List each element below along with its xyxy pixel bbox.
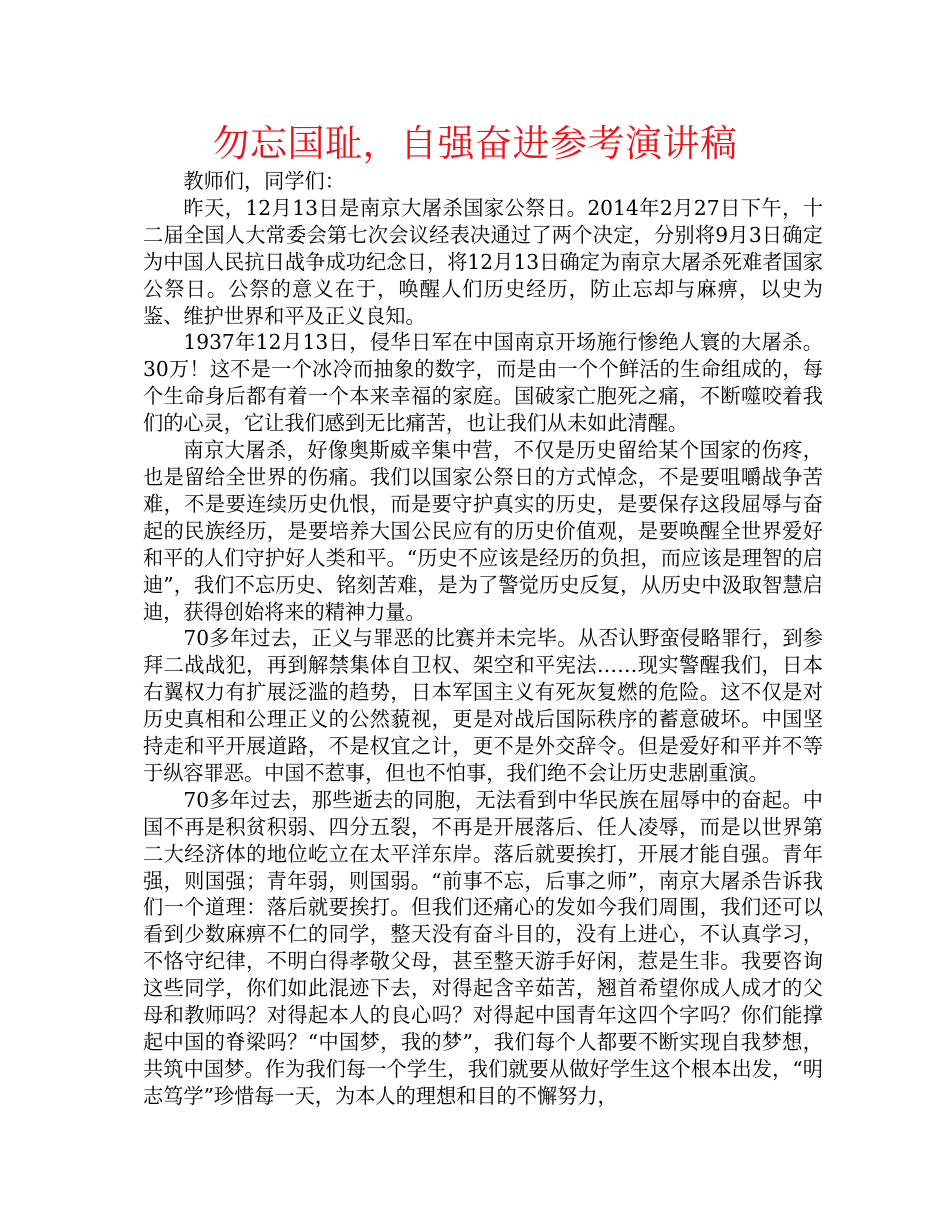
body-paragraph-5: 70多年过去，那些逝去的同胞，无法看到中华民族在屈辱中的奋起。中国不再是积贫积弱、四分五裂，不再是开展落后、任人凌辱，而是以世界第二大经济体的地位屹立在太平洋东岸。落后就要挨打，开展才能自强。青年强，则国强；青年弱，则国弱。“前事不忘，后事之师”，南京大屠杀告诉我们一个道理：落后就要挨打。但我们还痛心的发如今我们周围，我们还可以看到少数麻痹不仁的同学，整天没有奋斗目的，没有上进心，不认真学习，不恪守纪律，不明白得孝敬父母，甚至整天游手好闲，惹是生非。我要咨询这些同学，你们如此混迹下去，对得起含辛茹苦，翘首希望你成人成才的父母和教师吗？对得起本人的良心吗？对得起中国青年这四个字吗？你们能撑起中国的脊梁吗？“中国梦，我的梦”，我们每个人都要不断实现自我梦想，共筑中国梦。作为我们每一个学生，我们就要从做好学生这个根本出发，“明志笃学”珍惜每一天，为本人的理想和目的不懈努力， [143,787,823,1108]
body-paragraph-3: 南京大屠杀，好像奥斯威辛集中营，不仅是历史留给某个国家的伤疼，也是留给全世界的伤痛。我们以国家公祭日的方式悼念，不是要咀嚼战争苦难，不是要连续历史仇恨，而是要守护真实的历史，是要保存这段屈辱与奋起的民族经历，是要培养大国公民应有的历史价值观，是要唤醒全世界爱好和平的人们守护好人类和平。“历史不应该是经历的负担，而应该是理智的启迪”，我们不忘历史、铭刻苦难，是为了警觉历史反复，从历史中汲取智慧启迪，获得创始将来的精神力量。 [143,438,823,624]
body-paragraph-2: 1937年12月13日，侵华日军在中国南京开场施行惨绝人寰的大屠杀。30万！这不是一个冰冷而抽象的数字，而是由一个个鲜活的生命组成的，每个生命身后都有着一个本来幸福的家庭。国破家亡胞死之痛，不断噬咬着我们的心灵，它让我们感到无比痛苦，也让我们从未如此清醒。 [143,330,823,436]
body-paragraph-1: 昨天，12月13日是南京大屠杀国家公祭日。2014年2月27日下午，十二届全国人大常委会第七次会议经表决通过了两个决定，分别将9月3日确定为中国人民抗日战争成功纪念日，将12月13日确定为南京大屠杀死难者国家公祭日。公祭的意义在于，唤醒人们历史经历，防止忘却与麻痹，以史为鉴、维护世界和平及正义良知。 [143,195,823,328]
page-title: 勿忘国耻，自强奋进参考演讲稿 [212,122,738,165]
salutation-paragraph: 教师们，同学们： [183,169,345,193]
body-paragraph-4: 70多年过去，正义与罪恶的比赛并未完毕。从否认野蛮侵略罪行，到参拜二战战犯，再到解禁集体自卫权、架空和平宪法……现实警醒我们，日本右翼权力有扩展泛滥的趋势，日本军国主义有死灰复燃的危险。这不仅是对历史真相和公理正义的公然藐视，更是对战后国际秩序的蓄意破坏。中国坚持走和平开展道路，不是权宜之计，更不是外交辞令。但是爱好和平并不等于纵容罪恶。中国不惹事，但也不怕事，我们绝不会让历史悲剧重演。 [143,626,823,785]
speech-body [143,168,823,1110]
